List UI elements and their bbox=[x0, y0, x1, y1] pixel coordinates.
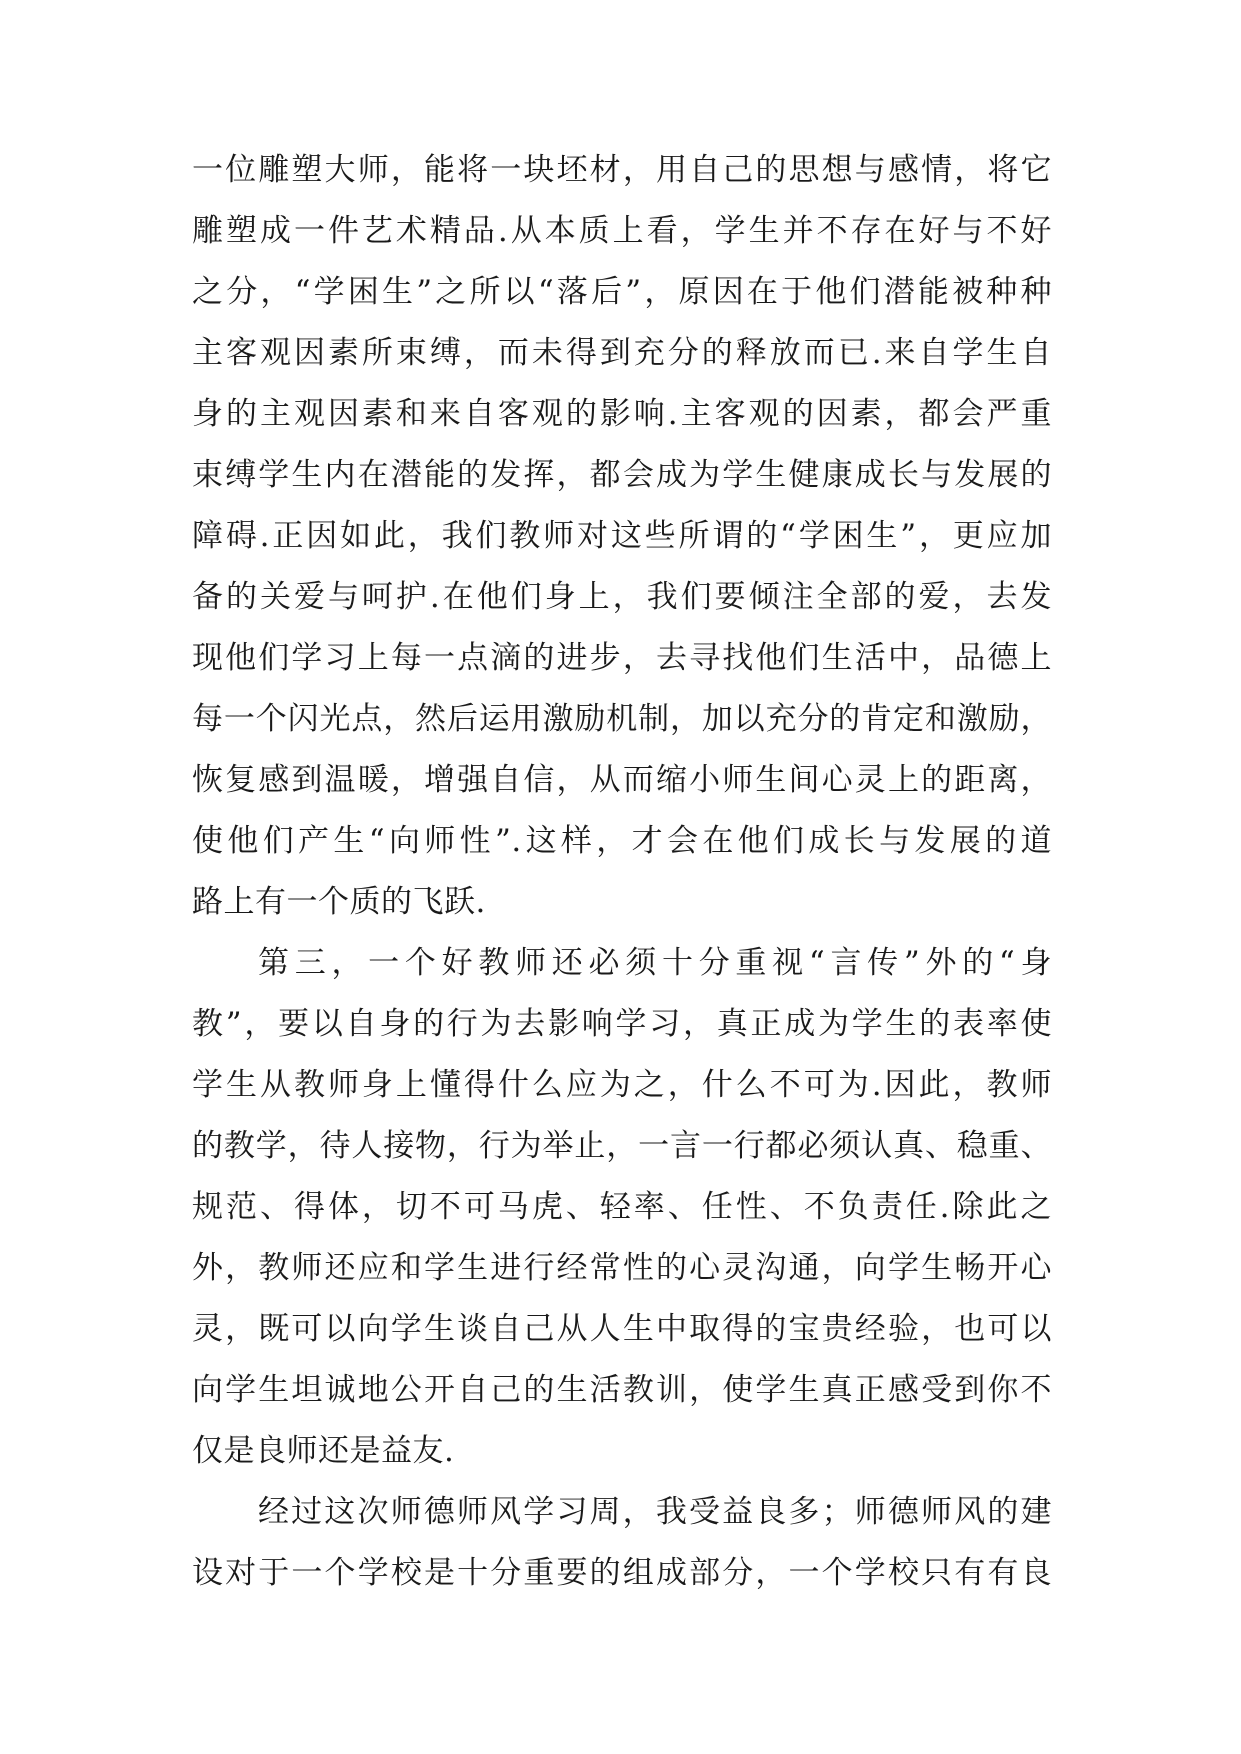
text-line: 束缚学生内在潜能的发挥，都会成为学生健康成长与发展的 bbox=[192, 457, 1052, 493]
body-text bbox=[192, 140, 1052, 1604]
text-line: 向学生坦诚地公开自己的生活教训，使学生真正感受到你不 bbox=[192, 1372, 1052, 1408]
text-line: 主客观因素所束缚，而未得到充分的释放而已.来自学生自 bbox=[192, 335, 1052, 371]
text-line: 规范、得体，切不可马虎、轻率、任性、不负责任.除此之 bbox=[192, 1189, 1052, 1225]
paragraph-start-line: 第三，一个好教师还必须十分重视“言传”外的“身 bbox=[258, 945, 1052, 981]
text-line: 每一个闪光点，然后运用激励机制，加以充分的肯定和激励， bbox=[192, 701, 1052, 737]
text-line: 教”，要以自身的行为去影响学习，真正成为学生的表率使 bbox=[192, 1006, 1052, 1042]
paragraph-end-line: 仅是良师还是益友. bbox=[192, 1433, 455, 1469]
text-line: 障碍.正因如此，我们教师对这些所谓的“学困生”，更应加 bbox=[192, 518, 1052, 554]
text-line: 学生从教师身上懂得什么应为之，什么不可为.因此，教师 bbox=[192, 1067, 1052, 1103]
paragraph-start-line: 经过这次师德师风学习周，我受益良多；师德师风的建 bbox=[258, 1494, 1052, 1530]
text-line: 雕塑成一件艺术精品.从本质上看，学生并不存在好与不好 bbox=[192, 213, 1052, 249]
text-line: 灵，既可以向学生谈自己从人生中取得的宝贵经验，也可以 bbox=[192, 1311, 1052, 1347]
text-line: 的教学，待人接物，行为举止，一言一行都必须认真、稳重、 bbox=[192, 1128, 1052, 1164]
text-line: 外，教师还应和学生进行经常性的心灵沟通，向学生畅开心 bbox=[192, 1250, 1052, 1286]
text-line: 备的关爱与呵护.在他们身上，我们要倾注全部的爱，去发 bbox=[192, 579, 1052, 615]
text-line: 设对于一个学校是十分重要的组成部分，一个学校只有有良 bbox=[192, 1555, 1052, 1591]
text-line: 之分，“学困生”之所以“落后”，原因在于他们潜能被种种 bbox=[192, 274, 1052, 310]
text-line: 恢复感到温暖，增强自信，从而缩小师生间心灵上的距离， bbox=[192, 762, 1052, 798]
text-line: 身的主观因素和来自客观的影响.主客观的因素，都会严重 bbox=[192, 396, 1052, 432]
paragraph-end-line: 路上有一个质的飞跃. bbox=[192, 884, 486, 920]
text-line: 现他们学习上每一点滴的进步，去寻找他们生活中，品德上 bbox=[192, 640, 1052, 676]
text-line: 使他们产生“向师性”.这样，才会在他们成长与发展的道 bbox=[192, 823, 1052, 859]
text-line: 一位雕塑大师，能将一块坯材，用自己的思想与感情，将它 bbox=[192, 152, 1052, 188]
